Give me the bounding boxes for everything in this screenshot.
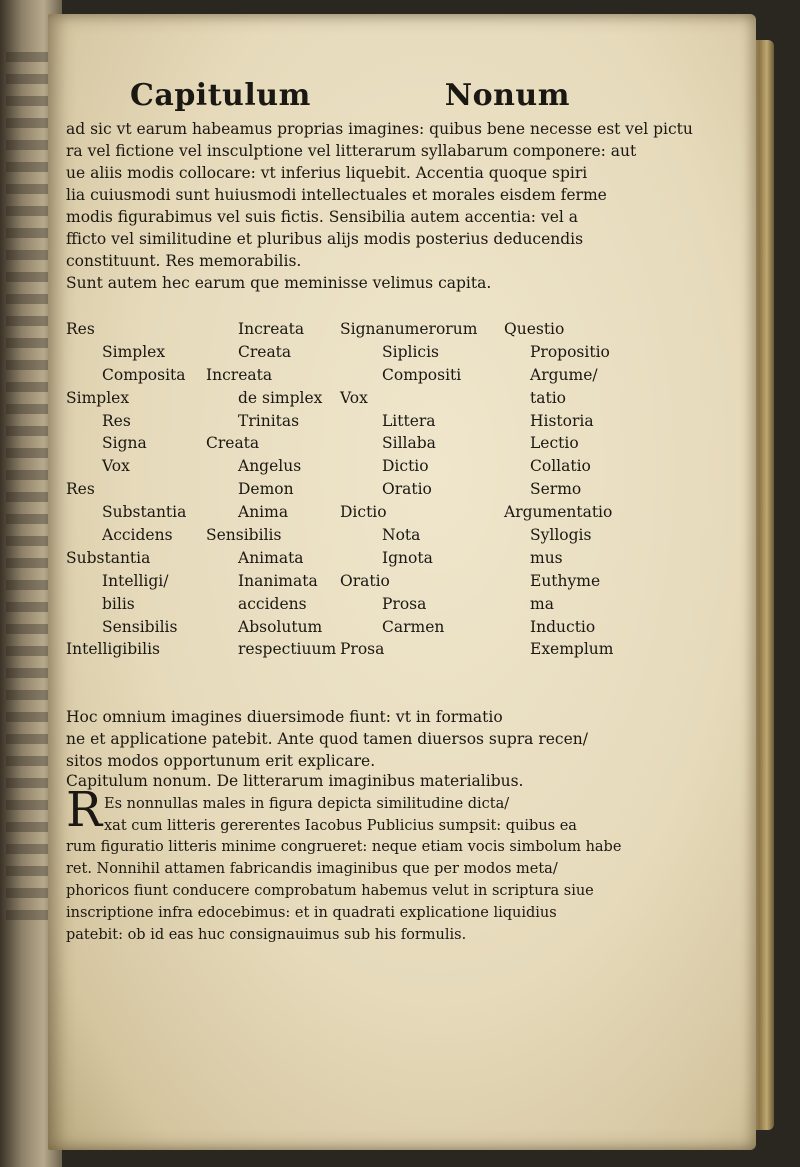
text-line: ad sic vt earum habeamus proprias imagines: quibus bene necesse est vel pictu (66, 120, 693, 138)
table-cell: Signa (102, 434, 147, 453)
table-row (66, 343, 626, 366)
text-line: Es nonnullas males in figura depicta similitudine dicta/ (104, 796, 510, 812)
table-row (66, 618, 626, 641)
table-cell: ma (530, 594, 554, 613)
table-cell: de simplex (238, 388, 323, 407)
text-line: Sunt autem hec earum que meminisse velimus capita. (66, 274, 492, 292)
table-cell: Substantia (66, 548, 151, 567)
text-line: inscriptione infra edocebimus: et in quadrati explicatione liquidius (66, 905, 557, 921)
table-cell: Anima (238, 503, 289, 522)
drop-capital: R (66, 782, 103, 838)
table-cell: Signanumerorum (340, 320, 478, 338)
table-cell: Animata (238, 548, 304, 567)
table-row (66, 412, 626, 435)
table-row (66, 640, 626, 663)
table-cell: Historia (530, 411, 594, 430)
table-cell: Oratio (340, 571, 390, 590)
table-row (66, 480, 626, 503)
paragraph-3-continued (66, 837, 622, 947)
table-row (66, 572, 626, 595)
table-cell: Prosa (340, 640, 385, 659)
text-line: sitos modos opportunum erit explicare. (66, 752, 376, 770)
table-cell: Composita (102, 365, 186, 384)
text-line: constituunt. Res memorabilis. (66, 252, 302, 270)
table-cell: tatio (530, 388, 566, 407)
paragraph-1 (66, 118, 693, 294)
table-cell: Substantia (102, 503, 187, 522)
table-cell: Increata (206, 365, 273, 384)
table-cell: Dictio (382, 457, 429, 476)
text-line: ue aliis modis collocare: vt inferius liquebit. Accentia quoque spiri (66, 164, 588, 182)
table-cell: Demon (238, 480, 294, 499)
table-row (66, 595, 626, 618)
text-line: ra vel fictione vel insculptione vel litterarum syllabarum componere: aut (66, 142, 637, 160)
table-cell: Argumentatio (504, 503, 613, 522)
table-cell: Collatio (530, 457, 591, 476)
text-line: phoricos fiunt conducere comprobatum habemus velut in scriptura siue (66, 883, 594, 899)
table-cell: Syllogis (530, 526, 592, 545)
text-line: fficto vel similitudine et pluribus alijs modis posterius deducendis (66, 230, 584, 248)
heading-left: Capitulum (130, 78, 311, 113)
table-cell: Sillaba (382, 434, 436, 453)
table-cell: Lectio (530, 434, 579, 453)
text-line: modis figurabimus vel suis fictis. Sensibilia autem accentia: vel a (66, 208, 579, 226)
table-row (66, 526, 626, 549)
table-cell: Inanimata (238, 571, 318, 590)
table-cell: Res (102, 411, 131, 430)
table-cell: accidens (238, 594, 307, 613)
table-cell: Ignota (382, 548, 433, 567)
table-cell: Euthyme (530, 571, 601, 590)
table-cell: Carmen (382, 617, 445, 636)
table-cell: Sensibilis (102, 617, 178, 636)
table-cell: Vox (340, 388, 368, 407)
table-cell: Siplicis (382, 342, 440, 361)
table-cell: Simplex (102, 342, 166, 361)
table-cell: respectiuum (238, 640, 337, 659)
table-cell: Compositi (382, 365, 462, 384)
table-cell: Oratio (382, 480, 432, 499)
table-cell: bilis (102, 594, 135, 613)
table-cell: Littera (382, 411, 436, 430)
table-cell: Trinitas (238, 411, 300, 430)
table-row (66, 549, 626, 572)
table-cell: Res (66, 320, 95, 338)
table-cell: Sermo (530, 480, 582, 499)
text-line: Hoc omnium imagines diuersimode fiunt: vt in formatio (66, 708, 503, 726)
text-line: ne et applicatione patebit. Ante quod tamen diuersos supra recen/ (66, 730, 588, 748)
chapter-heading (130, 78, 570, 113)
paragraph-2 (66, 706, 618, 772)
section-title: Capitulum nonum. De litterarum imaginibus materialibus. (66, 772, 524, 790)
table-cell: Sensibilis (206, 526, 282, 545)
table-cell: Nota (382, 526, 421, 545)
table-cell: Propositio (530, 342, 610, 361)
paragraph-3 (104, 794, 620, 838)
text-line: lia cuiusmodi sunt huiusmodi intellectuales et morales eisdem ferme (66, 186, 607, 204)
table-cell: Intelligi/ (102, 571, 169, 590)
table-row (66, 366, 626, 389)
table-cell: mus (530, 548, 563, 567)
table-row (66, 434, 626, 457)
table-cell: Argume/ (530, 365, 598, 384)
table-cell: Intelligibilis (66, 640, 161, 659)
table-cell: Prosa (382, 594, 427, 613)
table-cell: Increata (238, 320, 305, 338)
table-cell: Questio (504, 320, 565, 338)
table-cell: Angelus (238, 457, 302, 476)
table-cell: Inductio (530, 617, 596, 636)
table-cell: Absolutum (238, 617, 323, 636)
table-cell: Dictio (340, 503, 387, 522)
text-line: ret. Nonnihil attamen fabricandis imaginibus que per modos meta/ (66, 861, 558, 877)
text-line: patebit: ob id eas huc consignauimus sub his formulis. (66, 927, 467, 943)
table-cell: Simplex (66, 388, 130, 407)
table-cell: Creata (238, 342, 292, 361)
table-cell: Vox (102, 457, 130, 476)
table-cell: Exemplum (530, 640, 614, 659)
table-row (66, 389, 626, 412)
table-row (66, 457, 626, 480)
heading-right: Nonum (444, 78, 570, 113)
classification-table (66, 320, 626, 663)
table-row (66, 320, 626, 343)
table-cell: Accidens (102, 526, 173, 545)
text-line: rum figuratio litteris minime congrueret: neque etiam vocis simbolum habe (66, 839, 622, 855)
table-cell: Res (66, 480, 95, 499)
text-line: xat cum litteris gererentes Iacobus Publicius sumpsit: quibus ea (104, 818, 577, 834)
table-row (66, 503, 626, 526)
table-cell: Creata (206, 434, 260, 453)
